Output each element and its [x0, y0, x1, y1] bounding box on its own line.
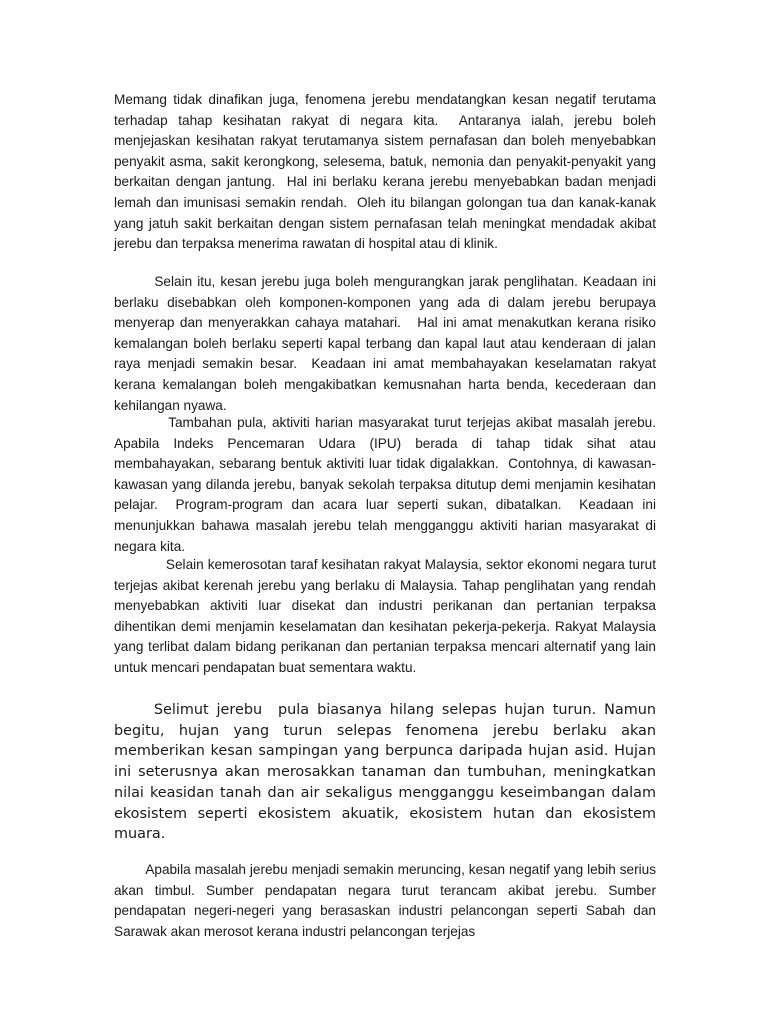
paragraph-economy: Selain kemerosotan taraf kesihatan rakyat Malaysia, sektor ekonomi negara turut terjejas akibat kerenah jerebu yang berlaku di Malaysia. Tahap penglihatan yang rendah menyebabkan aktiviti luar disekat dan industri perikanan dan pertanian terpaksa dihentikan demi menjamin keselamatan dan kesihatan pekerja-pekerja. Rakyat Malaysia yang terlibat dalam bidang perikanan dan pertanian terpaksa mencari alternatif yang lain untuk mencari pendapatan buat sementara waktu. — [114, 557, 660, 675]
paragraph-tourism: Apabila masalah jerebu menjadi semakin meruncing, kesan negatif yang lebih serius akan timbul. Sumber pendapatan negara turut terancam akibat jerebu. Sumber pendapatan negeri-negeri yang berasaskan industri pelancongan seperti Sabah dan Sarawak akan merosot kerana industri pelancongan terjejas — [114, 862, 660, 939]
paragraph-health-effects: Memang tidak dinafikan juga, fenomena jerebu mendatangkan kesan negatif terutama terhadap tahap kesihatan rakyat di negara kita. Antaranya ialah, jerebu boleh menjejaskan kesihatan rakyat terutamanya sistem pernafasan dan boleh menyebabkan penyakit asma, sakit kerongkong, selesema, batuk, nemonia dan penyakit-penyakit yang berkaitan dengan jantung. Hal ini berlaku kerana jerebu menyebabkan badan menjadi lemah dan imunisasi semakin rendah. Oleh itu bilangan golongan tua dan kanak-kanak yang jatuh sakit berkaitan dengan sistem pernafasan telah meningkat mendadak akibat jerebu dan terpaksa menerima rawatan di hospital atau di klinik. — [114, 92, 660, 252]
paragraph-daily-activities: Tambahan pula, aktiviti harian masyarakat turut terjejas akibat masalah jerebu. Apabila Indeks Pencemaran Udara (IPU) berada di tahap tidak sihat atau membahayakan, sebarang bentuk aktiviti luar tidak digalakkan. Contohnya, di kawasan-kawasan yang dilanda jerebu, banyak sekolah terpaksa ditutup demi menjamin kesihatan pelajar. Program-program dan acara luar seperti sukan, dibatalkan. Keadaan ini menunjukkan bahawa masalah jerebu telah mengganggu aktiviti harian masyarakat di negara kita. — [114, 415, 664, 554]
paragraph-visibility: Selain itu, kesan jerebu juga boleh mengurangkan jarak penglihatan. Keadaan ini berlaku disebabkan oleh komponen-komponen yang ada di dalam jerebu berupaya menyerap dan menyerakkan cahaya matahari. Hal ini amat menakutkan kerana risiko kemalangan boleh berlaku seperti kapal terbang dan kapal laut atau kenderaan di jalan raya menjadi semakin besar. Keadaan ini amat membahayakan keselamatan rakyat kerana kemalangan boleh mengakibatkan kemusnahan harta benda, kecederaan dan kehilangan nyawa. — [114, 274, 660, 413]
paragraph-acid-rain: Selimut jerebu pula biasanya hilang selepas hujan turun. Namun begitu, hujan yang turun selepas fenomena jerebu berlaku akan memberikan kesan sampingan yang berpunca daripada hujan asid. Hujan ini seterusnya akan merosakkan tanaman dan tumbuhan, meningkatkan nilai keasidan tanah dan air sekaligus mengganggu keseimbangan dalam ekosistem seperti ekosistem akuatik, ekosistem hutan dan ekosistem muara. — [114, 702, 661, 843]
